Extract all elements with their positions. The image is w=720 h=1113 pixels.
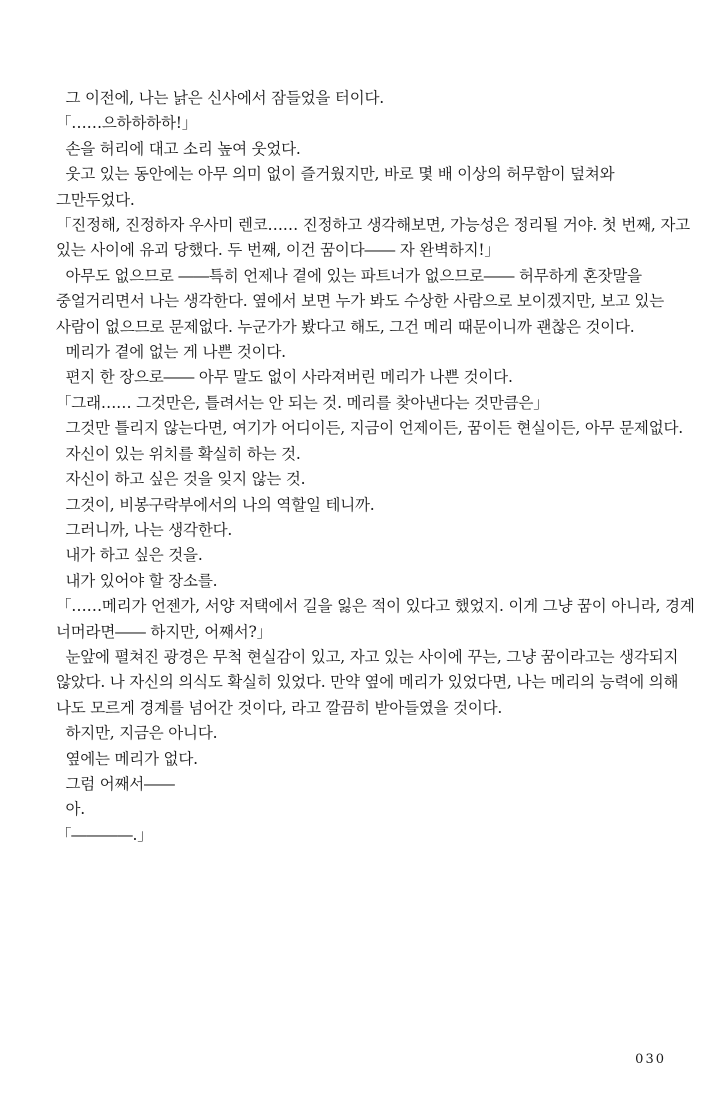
page-number: 030: [635, 1052, 666, 1067]
paragraph: 웃고 있는 동안에는 아무 의미 없이 즐거웠지만, 바로 몇 배 이상의 허무함이 덮쳐와 그만두었다.: [56, 165, 620, 209]
paragraph: 그럼 어째서――: [56, 774, 175, 793]
body-text: [56, 86, 700, 848]
dialogue-line: 「진정해, 진정하자 우사미 렌코…… 진정하고 생각해보면, 가능성은 정리될 거야. 첫 번째, 자고 있는 사이에 유괴 당했다. 두 번째, 이건 꿈이다―― 자 완벽하지!」: [56, 216, 695, 260]
paragraph: 아무도 없으므로 ――특히 언제나 곁에 있는 파트너가 없으므로―― 허무하게 혼잣말을 중얼거리면서 나는 생각한다. 옆에서 보면 누가 봐도 수상한 사람으로 보이겠지만, 보고 있는 사람이 없으므로 문제없다. 누군가가 봤다고 해도, 그건 메리 때문이니까 괜찮은 것이다.: [56, 266, 669, 336]
paragraph: 편지 한 장으로―― 아무 말도 없이 사라져버린 메리가 나쁜 것이다.: [56, 368, 513, 387]
paragraph: 그러니까, 나는 생각한다.: [56, 520, 233, 539]
dialogue-line: 「그래…… 그것만은, 틀려서는 안 되는 것. 메리를 찾아낸다는 것만큼은」: [56, 393, 549, 412]
paragraph: 그것이, 비봉구락부에서의 나의 역할일 테니까.: [56, 495, 375, 514]
dialogue-line: 「――――.」: [56, 825, 153, 844]
paragraph: 그 이전에, 나는 낡은 신사에서 잠들었을 터이다.: [56, 89, 384, 107]
dialogue-line: 「……으하하하하!」: [56, 114, 198, 133]
paragraph: 하지만, 지금은 아니다.: [56, 724, 218, 743]
paragraph: 내가 하고 싶은 것을.: [56, 546, 203, 565]
paragraph: 자신이 있는 위치를 확실히 하는 것.: [56, 444, 301, 463]
paragraph: 눈앞에 펼쳐진 광경은 무척 현실감이 있고, 자고 있는 사이에 꾸는, 그냥 꿈이라고는 생각되지 않았다. 나 자신의 의식도 확실히 있었다. 만약 옆에 메리가 있었다면, 나는 메리의 능력에 의해 나도 모르게 경계를 넘어간 것이다, 라고 깔끔히 받아들였을 것이다.: [56, 647, 683, 717]
paragraph: 옆에는 메리가 없다.: [56, 749, 198, 768]
dialogue-line: 「……메리가 언젠가, 서양 저택에서 길을 잃은 적이 있다고 했었지. 이게 그냥 꿈이 아니라, 경계 너머라면―― 하지만, 어째서?」: [56, 597, 700, 641]
paragraph: 내가 있어야 할 장소를.: [56, 571, 218, 590]
paragraph: 아.: [56, 800, 85, 819]
paragraph: 손을 허리에 대고 소리 높여 웃었다.: [56, 139, 301, 158]
paragraph: 메리가 곁에 없는 게 나쁜 것이다.: [56, 343, 286, 362]
paragraph: 그것만 틀리지 않는다면, 여기가 어디이든, 지금이 언제이든, 꿈이든 현실이든, 아무 문제없다.: [56, 419, 683, 438]
paragraph: 자신이 하고 싶은 것을 잊지 않는 것.: [56, 470, 306, 489]
